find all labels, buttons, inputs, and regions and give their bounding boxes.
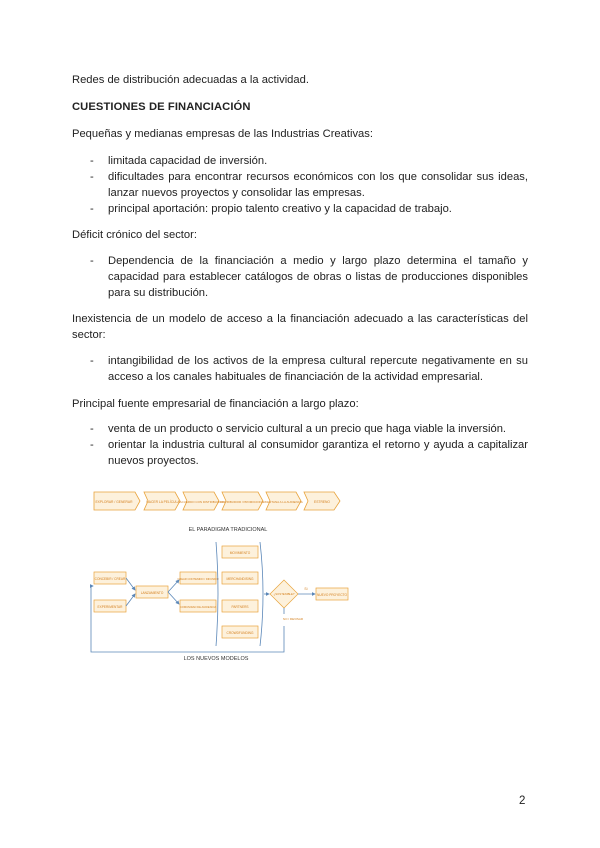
financing-diagram [88, 486, 358, 662]
section4-list [72, 421, 528, 469]
nm-decision-label: ¿SOSTENIBLE? [273, 592, 295, 596]
nm-yes-label: Sí [304, 587, 308, 591]
traditional-chain [94, 492, 340, 510]
nm-pair-label: CREAR CONTENIDO / DIFUNDIR [177, 578, 219, 581]
svg-text:ACUERDO CON DISTRIBUIDOR: ACUERDO CON DISTRIBUIDOR [179, 500, 225, 504]
trad-step [144, 492, 180, 510]
section4-lead: Principal fuente empresarial de financiación a largo plazo: [72, 398, 359, 410]
nm-stack-label: PARTNERS [231, 605, 249, 609]
nm-left-label: CONCEBIR / CREAR [94, 577, 126, 581]
list-item: - dificultades para encontrar recursos económicos con los que consolidar sus ideas, lanzar nuevos proyectos y consolidar las empresas. [90, 171, 528, 199]
list-item: - Dependencia de la financiación a medio y largo plazo determina el tamaño y capacidad para establecer catálogos de obras o listas de producciones disponibles para su distribución. [90, 255, 528, 299]
section2-list [72, 253, 528, 301]
svg-text:DISTRIBUIDOR / PROMOCIONAR: DISTRIBUIDOR / PROMOCIONAR [220, 500, 266, 504]
nm-stack-label: MERCHANDISING [226, 577, 254, 581]
svg-text:VENTANA A LA AUDIENCIA: VENTANA A LA AUDIENCIA [265, 500, 303, 504]
trad-step [180, 492, 226, 510]
svg-text:HACER LA PELÍCULA: HACER LA PELÍCULA [146, 500, 180, 504]
list-item: - principal aportación: propio talento creativo y la capacidad de trabajo. [90, 203, 452, 215]
nm-outcome-label: NUEVO PROYECTO [316, 593, 348, 597]
svg-text:ESTRENO: ESTRENO [314, 500, 330, 504]
traditional-caption: EL PARADIGMA TRADICIONAL [188, 527, 268, 533]
list-item: - orientar la industria cultural al consumidor garantiza el retorno y ayuda a capitalizar nuevos proyectos. [90, 439, 528, 467]
nm-stack-label: CROWDFUNDING [226, 631, 254, 635]
section3-list [72, 353, 528, 385]
intro-line: Redes de distribución adecuadas a la actividad. [72, 74, 309, 86]
trad-step [304, 492, 340, 510]
new-models-caption: LOS NUEVOS MODELOS [183, 656, 249, 662]
section-heading: CUESTIONES DE FINANCIACIÓN [72, 101, 251, 113]
list-item: - venta de un producto o servicio cultural a un precio que haga viable la inversión. [90, 423, 507, 435]
section1-lead: Pequeñas y medianas empresas de las Industrias Creativas: [72, 128, 373, 140]
nm-pair-label: COMUNIDAD DE AUDIENCIA [179, 606, 217, 609]
nm-left-label: EXPERIMENTAR [97, 605, 123, 609]
page-number: 2 [519, 795, 526, 807]
svg-text:EXPLORAR / GENERAR: EXPLORAR / GENERAR [95, 500, 133, 504]
trad-step [94, 492, 140, 510]
new-models [94, 546, 348, 646]
section1-list [72, 153, 528, 217]
list-item: - intangibilidad de los activos de la empresa cultural repercute negativamente en su acceso a los canales habituales de financiación de la actividad empresarial. [90, 355, 528, 383]
nm-mid-label: LANZAMIENTO [140, 591, 164, 595]
list-item: - limitada capacidad de inversión. [90, 155, 268, 167]
section2-lead: Déficit crónico del sector: [72, 229, 197, 241]
section3-lead: Inexistencia de un modelo de acceso a la financiación adecuado a las características del sector: [72, 313, 528, 341]
nm-no-label: NO / REVISAR [282, 617, 304, 621]
trad-step [220, 492, 265, 510]
trad-step [265, 492, 303, 510]
nm-stack-label: MOVIMIENTO [229, 551, 251, 555]
